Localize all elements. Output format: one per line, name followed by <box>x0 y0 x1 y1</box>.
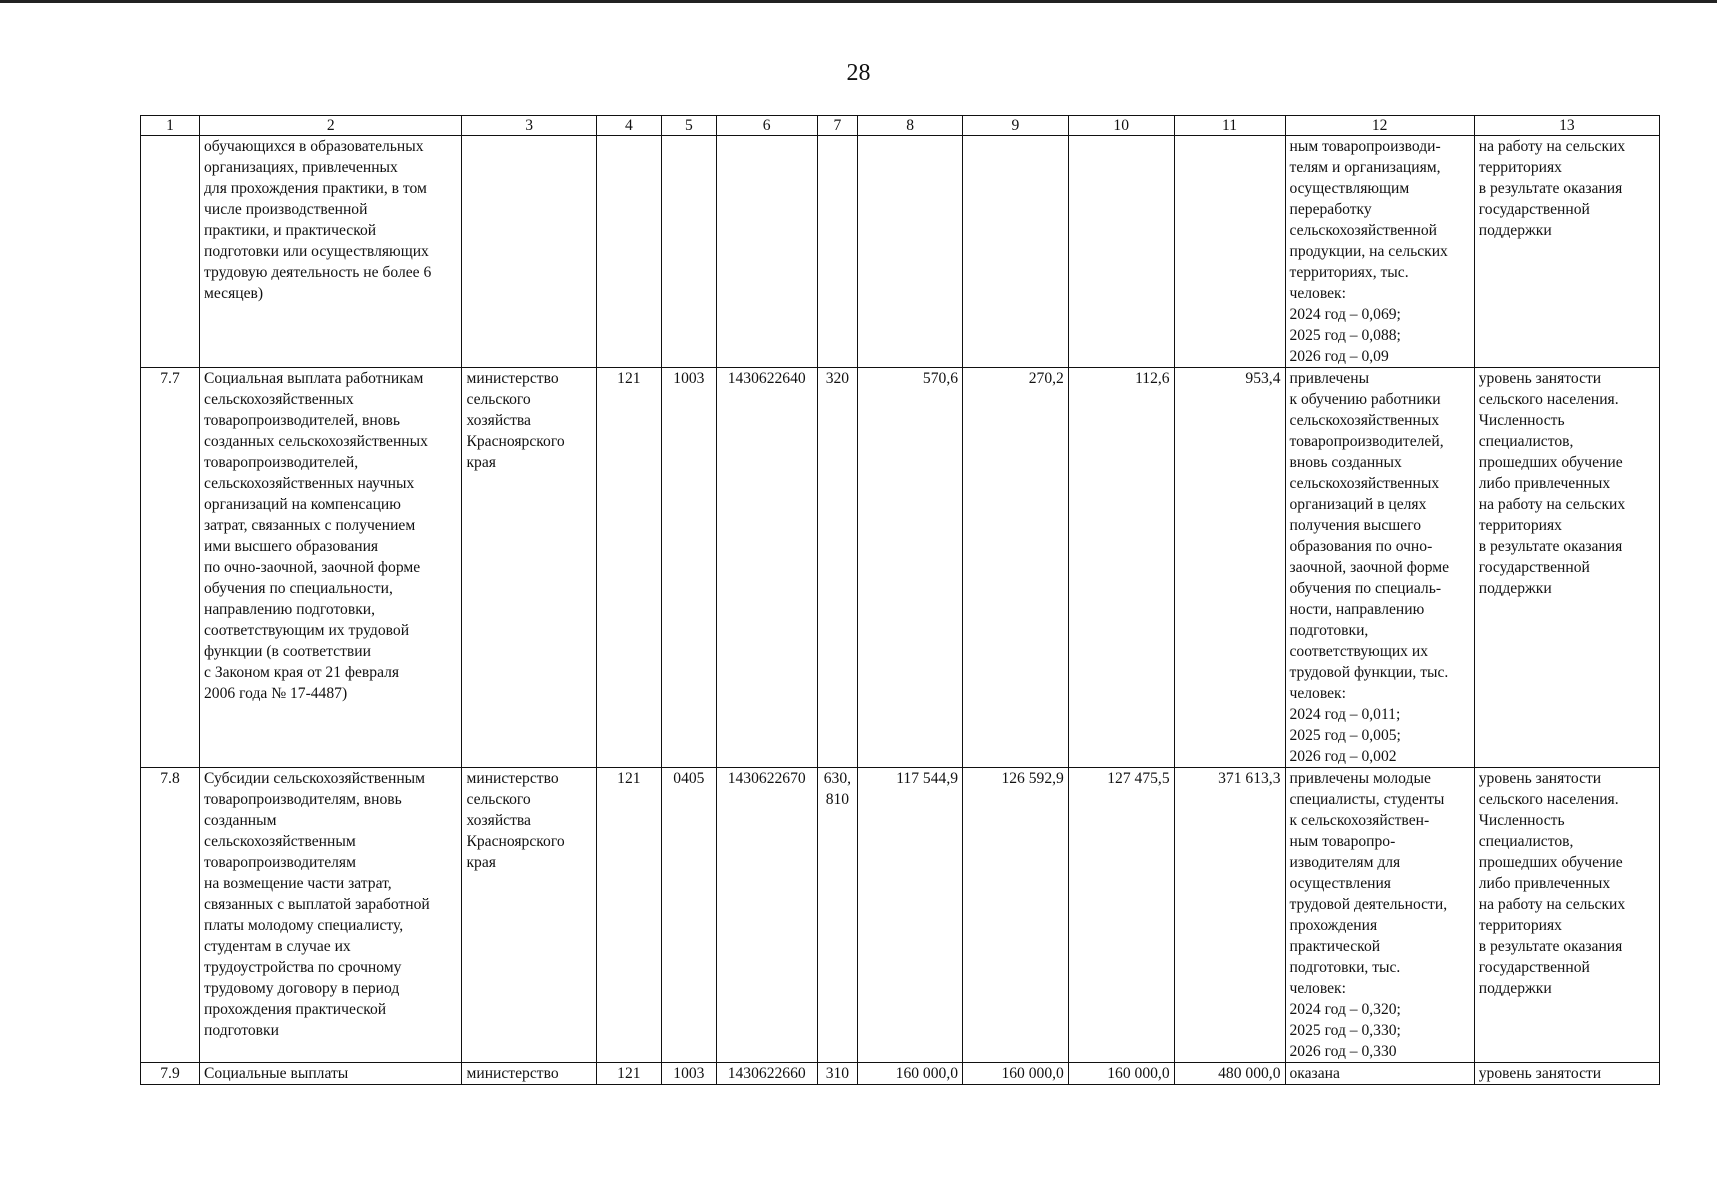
indicator-link: уровень занятости <box>1474 1063 1659 1085</box>
amount-total: 953,4 <box>1174 368 1285 768</box>
grbs-code: 121 <box>596 1063 661 1085</box>
page-number: 28 <box>846 60 871 86</box>
section-code: 0405 <box>661 768 716 1063</box>
target-article-code: 1430622640 <box>716 368 817 768</box>
executor: министерство <box>462 1063 596 1085</box>
amount-2026 <box>1068 136 1174 368</box>
amount-2025: 270,2 <box>963 368 1069 768</box>
amount-2024: 160 000,0 <box>858 1063 963 1085</box>
expense-type-code: 630, 810 <box>817 768 858 1063</box>
amount-2025: 160 000,0 <box>963 1063 1069 1085</box>
table-row <box>141 136 1660 368</box>
amount-2026: 160 000,0 <box>1068 1063 1174 1085</box>
column-header: 3 <box>462 116 596 136</box>
table-row <box>141 1063 1660 1085</box>
column-header: 1 <box>141 116 200 136</box>
amount-2024: 117 544,9 <box>858 768 963 1063</box>
target-article-code: 1430622670 <box>716 768 817 1063</box>
amount-total: 480 000,0 <box>1174 1063 1285 1085</box>
executor: министерство сельского хозяйства Красноярского края <box>462 768 596 1063</box>
target-article-code: 1430622660 <box>716 1063 817 1085</box>
column-header: 5 <box>661 116 716 136</box>
column-number-row <box>141 116 1660 136</box>
amount-2024 <box>858 136 963 368</box>
column-header: 7 <box>817 116 858 136</box>
grbs-code <box>596 136 661 368</box>
table-row <box>141 368 1660 768</box>
top-border-line <box>0 0 1717 3</box>
executor: министерство сельского хозяйства Красноярского края <box>462 368 596 768</box>
indicator-link: уровень занятости сельского населения. Численность специалистов, прошедших обучение либо привлеченных на работу на сельских территориях в результате оказания государственной поддержки <box>1474 768 1659 1063</box>
column-header: 6 <box>716 116 817 136</box>
executor <box>462 136 596 368</box>
expense-type-code: 320 <box>817 368 858 768</box>
expected-result: оказана <box>1285 1063 1474 1085</box>
row-number: 7.9 <box>141 1063 200 1085</box>
expense-type-code <box>817 136 858 368</box>
indicator-link: на работу на сельских территориях в результате оказания государственной поддержки <box>1474 136 1659 368</box>
amount-2025 <box>963 136 1069 368</box>
column-header: 9 <box>963 116 1069 136</box>
measure-name: Социальная выплата работникам сельскохозяйственных товаропроизводителей, вновь созданных сельскохозяйственных товаропроизводителей, сельскохозяйственных научных организаций на компенсацию затрат, связанных с получением ими высшего образования по очно-заочной, заочной форме обучения по специальности, направлению подготовки, соответствующим их трудовой функции (в соответствии с Законом края от 21 февраля 2006 года № 17-4487) <box>200 368 462 768</box>
expected-result: привлечены к обучению работники сельскохозяйственных товаропроизводителей, вновь созданных сельскохозяйственных организаций в целях получения высшего образования по очно- заочной, заочной форме обучения по специаль- ности, направлению подготовки, соответствующих их трудовой функции, тыс. человек: 2024 год – 0,011; 2025 год – 0,005; 2026 год – 0,002 <box>1285 368 1474 768</box>
row-number: 7.8 <box>141 768 200 1063</box>
row-number: 7.7 <box>141 368 200 768</box>
expected-result: ным товаропроизводи- телям и организациям, осуществляющим переработку сельскохозяйственной продукции, на сельских территориях, тыс. человек: 2024 год – 0,069; 2025 год – 0,088; 2026 год – 0,09 <box>1285 136 1474 368</box>
target-article-code <box>716 136 817 368</box>
amount-2026: 127 475,5 <box>1068 768 1174 1063</box>
amount-2026: 112,6 <box>1068 368 1174 768</box>
grbs-code: 121 <box>596 768 661 1063</box>
measure-name: Субсидии сельскохозяйственным товаропроизводителям, вновь созданным сельскохозяйственным товаропроизводителям на возмещение части затрат, связанных с выплатой заработной платы молодому специалисту, студентам в случае их трудоустройства по срочному трудовому договору в период прохождения практической подготовки <box>200 768 462 1063</box>
section-code: 1003 <box>661 368 716 768</box>
column-header: 2 <box>200 116 462 136</box>
column-header: 8 <box>858 116 963 136</box>
column-header: 13 <box>1474 116 1659 136</box>
table-row <box>141 768 1660 1063</box>
column-header: 12 <box>1285 116 1474 136</box>
measure-name: обучающихся в образовательных организациях, привлеченных для прохождения практики, в том числе производственной практики, и практической подготовки или осуществляющих трудовую деятельность не более 6 месяцев) <box>200 136 462 368</box>
column-header: 11 <box>1174 116 1285 136</box>
indicator-link: уровень занятости сельского населения. Численность специалистов, прошедших обучение либо привлеченных на работу на сельских территориях в результате оказания государственной поддержки <box>1474 368 1659 768</box>
expense-type-code: 310 <box>817 1063 858 1085</box>
amount-total <box>1174 136 1285 368</box>
column-header: 4 <box>596 116 661 136</box>
amount-total: 371 613,3 <box>1174 768 1285 1063</box>
expected-result: привлечены молодые специалисты, студенты к сельскохозяйствен- ным товаропро- изводителям для осуществления трудовой деятельности, прохождения практической подготовки, тыс. человек: 2024 год – 0,320; 2025 год – 0,330; 2026 год – 0,330 <box>1285 768 1474 1063</box>
section-code: 1003 <box>661 1063 716 1085</box>
amount-2024: 570,6 <box>858 368 963 768</box>
grbs-code: 121 <box>596 368 661 768</box>
amount-2025: 126 592,9 <box>963 768 1069 1063</box>
section-code <box>661 136 716 368</box>
measure-name: Социальные выплаты <box>200 1063 462 1085</box>
program-measures-table <box>140 115 1660 1085</box>
row-number <box>141 136 200 368</box>
column-header: 10 <box>1068 116 1174 136</box>
